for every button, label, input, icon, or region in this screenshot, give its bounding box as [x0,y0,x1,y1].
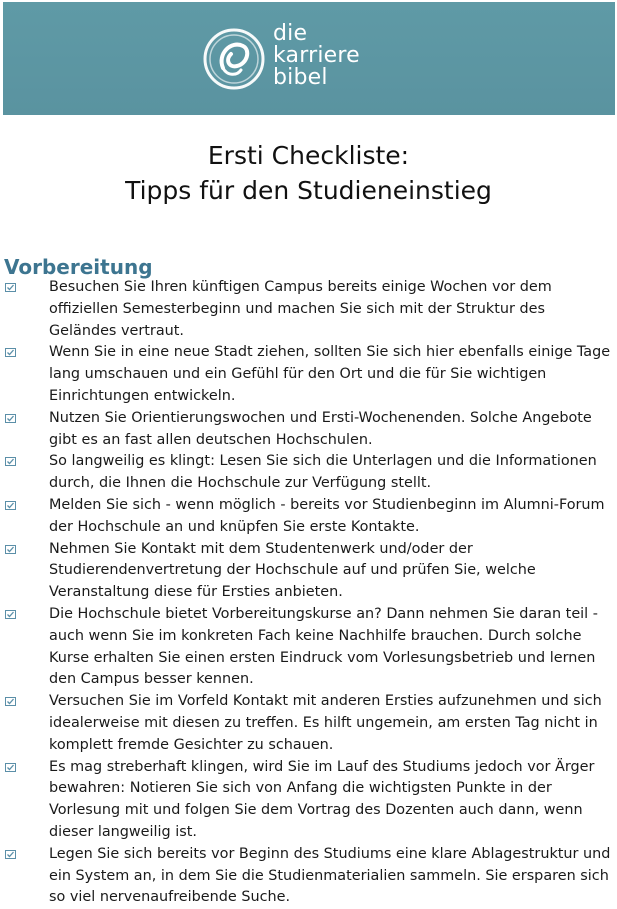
title-line-2: Tipps für den Studieneinstieg [125,176,492,205]
checklist [0,277,617,909]
checkbox-icon [5,610,16,619]
checklist-item [0,451,617,495]
section-heading: Vorbereitung [4,255,153,279]
logo-line-bibel: bibel [273,65,328,90]
checkbox-icon [5,763,16,772]
checklist-item-text: So langweilig es klingt: Lesen Sie sich die Unterlagen und die Informationen durch, die Ihnen die Hochschule zur Verfügung stellt. [49,453,597,492]
checklist-item [0,342,617,407]
checklist-item-text: Nutzen Sie Orientierungswochen und Ersti-Wochenenden. Solche Angebote gibt es an fast allen deutschen Hochschulen. [49,409,592,448]
logo-line-die: die [273,21,308,46]
checklist-item [0,691,617,756]
checklist-item-text: Melden Sie sich - wenn möglich - bereits vor Studienbeginn im Alumni-Forum der Hochschule an und knüpfen Sie erste Kontakte. [49,496,605,535]
checklist-item-text: Wenn Sie in eine neue Stadt ziehen, sollten Sie sich hier ebenfalls einige Tage lang umschauen und ein Gefühl für den Ort und die für Sie wichtigen Einrichtungen entwickeln. [49,344,611,404]
checkbox-icon [5,850,16,859]
checklist-item-text: Legen Sie sich bereits vor Beginn des Studiums eine klare Ablagestruktur und ein System an, in dem Sie die Studienmaterialien sammeln. Sie ersparen sich so viel nervenaufreibende Suche. [49,845,611,906]
checklist-item-text: Die Hochschule bietet Vorbereitungskurse an? Dann nehmen Sie daran teil - auch wenn Sie im konkreten Fach keine Nachhilfe brauchen. Durch solche Kurse erhalten Sie einen ersten Eindruck vom Vorlesungsbetrieb und lernen den Campus besser kennen. [49,605,598,688]
checklist-item [0,539,617,604]
karrierebibel-logo-icon [201,26,267,92]
checklist-item [0,604,617,691]
checkbox-icon [5,414,16,423]
checklist-item-text: Es mag streberhaft klingen, wird Sie im Lauf des Studiums jedoch vor Ärger bewahren: Notieren Sie sich von Anfang die wichtigsten Punkte in der Vorlesung mit und folgen Sie dem Vortrag des Dozenten auch dann, wenn dieser langweilig ist. [49,758,595,840]
logo-line-karriere: karriere [273,43,360,68]
checkbox-icon [5,348,16,357]
checklist-item [0,277,617,342]
checklist-item [0,757,617,844]
checkbox-icon [5,545,16,554]
checklist-item [0,408,617,452]
checklist-item [0,495,617,539]
checkbox-icon [5,501,16,510]
checkbox-icon [5,457,16,466]
header-banner [3,2,615,115]
checklist-item-text: Besuchen Sie Ihren künftigen Campus bereits einige Wochen vor dem offiziellen Semesterbeginn und machen Sie sich mit der Struktur des Geländes vertraut. [49,279,552,339]
checkbox-icon [5,697,16,706]
page-title [0,138,617,208]
title-line-1: Ersti Checkliste: [207,141,410,170]
checklist-item-text: Nehmen Sie Kontakt mit dem Studentenwerk und/oder der Studierendenvertretung der Hochschule auf und prüfen Sie, welche Veranstaltung diese für Ersties anbieten. [49,540,536,601]
checklist-item [0,844,617,909]
logo-wordmark [273,23,360,89]
checklist-item-text: Versuchen Sie im Vorfeld Kontakt mit anderen Ersties aufzunehmen und sich idealerweise mit diesen zu treffen. Es hilft ungemein, am ersten Tag nicht in komplett fremde Gesichter zu schauen. [49,693,602,753]
checkbox-icon [5,283,16,292]
